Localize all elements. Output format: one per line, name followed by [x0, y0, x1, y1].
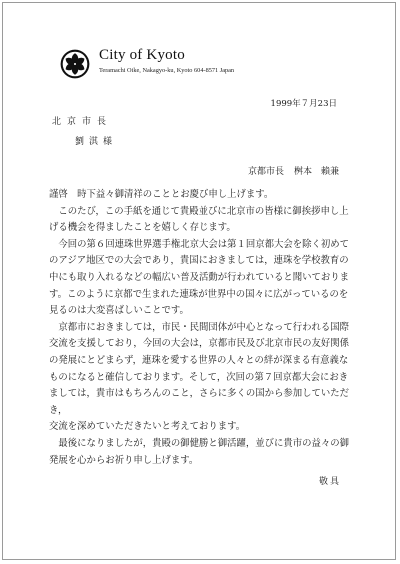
org-name: City of Kyoto — [99, 47, 185, 63]
letter-date: 1999年７月23日 — [270, 99, 337, 109]
letter-page — [2, 2, 396, 560]
kyoto-city-emblem-icon — [60, 49, 90, 79]
body-line: のアジア地区での大会であり，貴国におきましては，連珠を学校教育の — [49, 255, 349, 267]
sender — [248, 164, 339, 177]
sender-name: 桝本 賴兼 — [293, 167, 339, 177]
recipient-title: 北京市長 — [52, 117, 113, 127]
body-line: 発展を心からお祈り申し上げます。 — [49, 454, 199, 466]
org-address: Teramachi Oike, Nakagyo-ku, Kyoto 604-8571 Japan — [99, 67, 235, 74]
body-line: げる機会を得ましたことを嬉しく存じます。 — [49, 222, 236, 234]
body-line: 謹啓 時下益々御清祥のこととお慶び申し上げます。 — [49, 189, 274, 200]
body-line: 京都市におきましては，市民・民間団体が中心となって行われる国際 — [49, 321, 350, 333]
body-line: ものになると確信しております。そして，次回の第７回京都大会におき — [49, 371, 349, 383]
body-line: す。このように京都で生まれた連珠が世界中の国々に広がっているのを — [49, 288, 349, 300]
body-line: 最後になりましたが，貴殿の御健勝と御活躍，並びに貴市の益々の御 — [49, 437, 350, 449]
body-line: 今回の第６回連珠世界選手権北京大会は第１回京都大会を除く初めて — [49, 238, 350, 250]
body-line: 交流を深めていただきたいと考えております。 — [49, 421, 246, 433]
sender-title: 京都市長 — [247, 167, 284, 177]
letter-body — [49, 187, 349, 469]
body-line: このたび，この手紙を通じて貴殿並びに北京市の皆様に御挨拶申し上 — [49, 205, 349, 217]
body-line: ましては，貴市はもちろんのこと，さらに多くの国から参加していただき， — [49, 388, 350, 416]
body-line: の発展にとどまらず，連珠を愛する世界の人々との絆が深まる有意義な — [49, 354, 349, 366]
body-line: 交流を支援しており，今回の大会は，京都市民及び北京市民の友好関係 — [49, 338, 350, 350]
body-line: 中にも取り入れるなどの幅広い普及活動が行われていると聞いておりま — [49, 271, 350, 283]
closing: 敬具 — [318, 477, 341, 487]
recipient-name: 劉淇様 — [75, 137, 118, 147]
body-line: 見るのは大変喜ばしいことです。 — [49, 305, 189, 317]
